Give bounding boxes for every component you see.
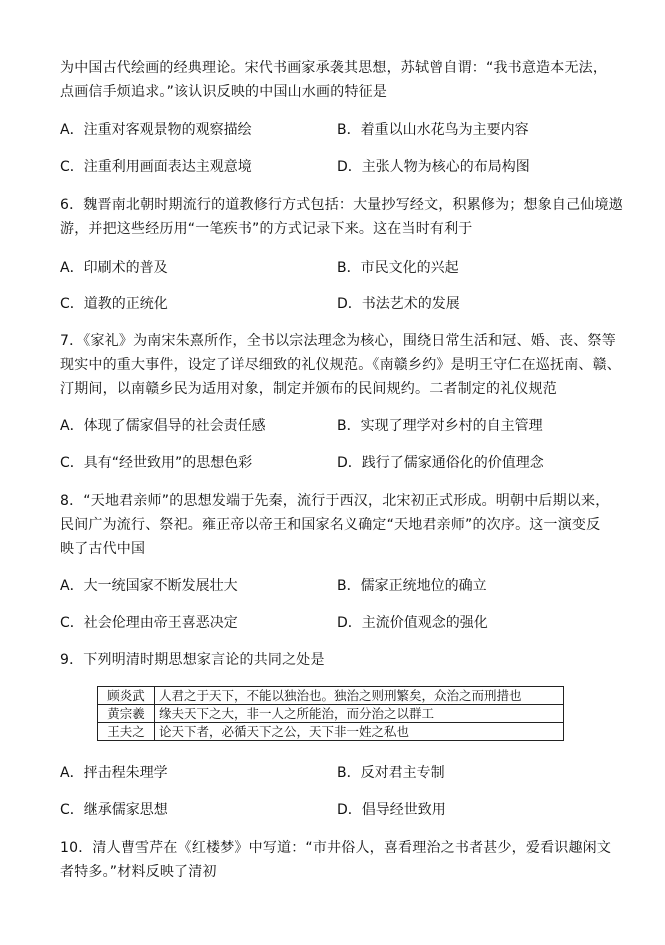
q9-stem: 9．下列明清时期思想家言论的共同之处是 [60, 652, 325, 668]
q9-option-b: B．反对君主专制 [337, 765, 445, 781]
q6-option-a: A．印刷术的普及 [60, 260, 168, 276]
q5-option-a: A．注重对客观景物的观察描绘 [60, 122, 252, 138]
intro-line-1: 为中国古代绘画的经典理论。宋代书画家承袭其思想，苏轼曾自谓：“我书意造本无法， [60, 60, 608, 76]
q8-stem-line-2: 民间广为流行、祭祀。雍正帝以帝王和国家名义确定“天地君亲师”的次序。这一演变反 [60, 517, 601, 533]
q7-option-a: A．体现了儒家倡导的社会责任感 [60, 418, 266, 434]
q6-option-b: B．市民文化的兴起 [337, 260, 459, 276]
thinker-name: 王夫之 [98, 723, 155, 741]
q9-option-c: C．继承儒家思想 [60, 802, 168, 818]
thinker-quote: 人君之于天下，不能以独治也。独治之则刑繁矣，众治之而刑措也 [155, 687, 564, 705]
q7-stem-line-3: 汀期间，以南赣乡民为适用对象，制定并颁布的民间规约。二者制定的礼仪规范 [60, 381, 557, 397]
q6-stem-line-2: 游，并把这些经历用“一笔疾书”的方式记录下来。这在当时有利于 [60, 221, 473, 237]
intro-line-2: 点画信手烦追求。”该认识反映的中国山水画的特征是 [60, 84, 388, 100]
q6-option-c: C．道教的正统化 [60, 296, 168, 312]
table-row [98, 723, 564, 741]
table-row [98, 705, 564, 723]
q7-option-c: C．具有“经世致用”的思想色彩 [60, 455, 253, 471]
thinker-name: 顾炎武 [98, 687, 155, 705]
q5-option-c: C．注重利用画面表达主观意境 [60, 159, 252, 175]
q5-option-d: D．主张人物为核心的布局构图 [337, 159, 530, 175]
q9-option-a: A．抨击程朱理学 [60, 765, 168, 781]
q9-quotes-table [97, 686, 564, 741]
thinker-name: 黄宗羲 [98, 705, 155, 723]
q9-option-d: D．倡导经世致用 [337, 802, 446, 818]
thinker-quote: 缘夫天下之大，非一人之所能治，而分治之以群工 [155, 705, 564, 723]
q10-stem-line-1: 10．清人曹雪芹在《红楼梦》中写道：“市井俗人，喜看理治之书者甚少，爱看识趣闲文 [60, 840, 612, 856]
q10-stem-line-2: 者特多。”材料反映了清初 [60, 864, 217, 880]
q6-stem-line-1: 6．魏晋南北朝时期流行的道教修行方式包括：大量抄写经文，积累修为；想象自己仙境遨 [60, 197, 623, 213]
q8-option-b: B．儒家正统地位的确立 [337, 578, 487, 594]
q8-stem-line-1: 8．“天地君亲师”的思想发端于先秦，流行于西汉，北宋初正式形成。明朝中后期以来， [60, 493, 610, 509]
q8-option-a: A．大一统国家不断发展壮大 [60, 578, 238, 594]
q8-option-c: C．社会伦理由帝王喜恶决定 [60, 615, 238, 631]
q7-option-b: B．实现了理学对乡村的自主管理 [337, 418, 543, 434]
q7-stem-line-2: 现实中的重大事件，设定了详尽细致的礼仪规范。《南赣乡约》是明王守仁在巡抚南、赣、 [60, 357, 621, 373]
table-row [98, 687, 564, 705]
q6-option-d: D．书法艺术的发展 [337, 296, 460, 312]
q7-stem-line-1: 7．《家礼》为南宋朱熹所作，全书以宗法理念为核心，围绕日常生活和冠、婚、丧、祭等 [60, 333, 616, 349]
q8-option-d: D．主流价值观念的强化 [337, 615, 488, 631]
thinker-quote: 论天下者，必循天下之公，天下非一姓之私也 [155, 723, 564, 741]
q5-option-b: B．着重以山水花鸟为主要内容 [337, 122, 529, 138]
q7-option-d: D．践行了儒家通俗化的价值理念 [337, 455, 544, 471]
q8-stem-line-3: 映了古代中国 [60, 541, 146, 557]
